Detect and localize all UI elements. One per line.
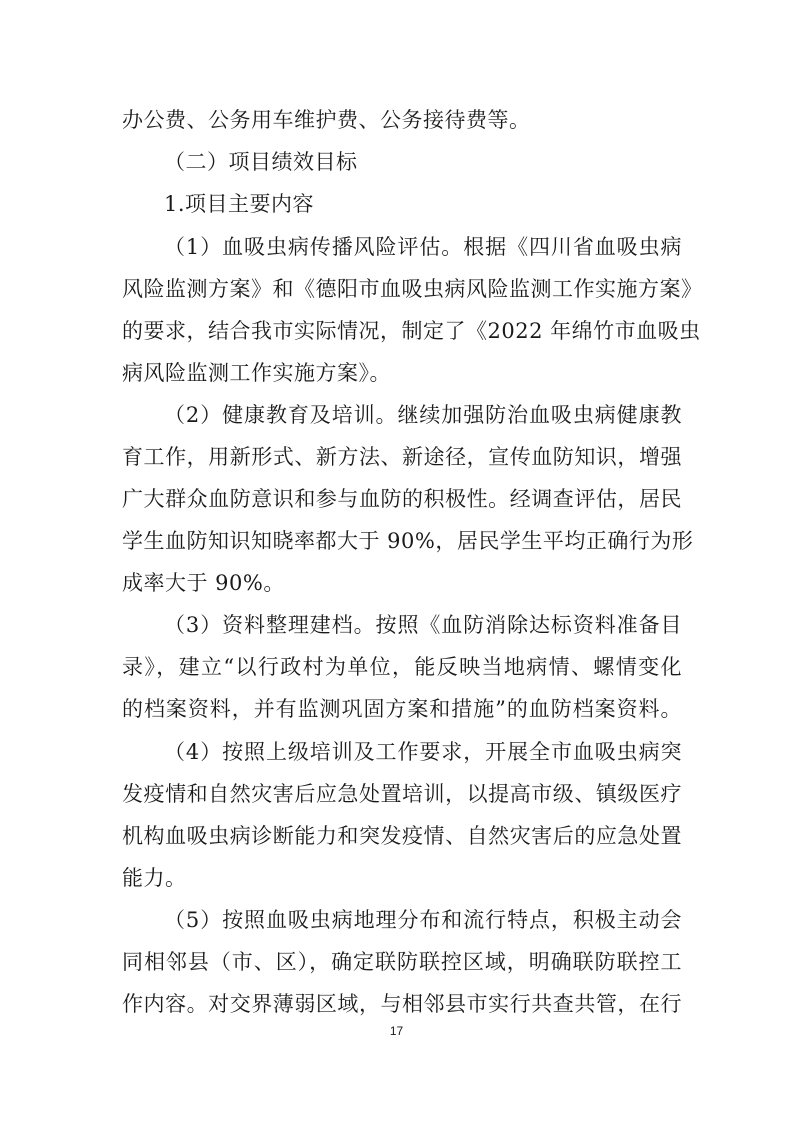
body-line: 风险监测方案》和《德阳市血吸虫病风险监测工作实施方案》 bbox=[122, 277, 703, 301]
body-line: 的档案资料，并有监测巩固方案和措施”的血防档案资料。 bbox=[122, 697, 682, 721]
body-line: 病风险监测工作实施方案》。 bbox=[122, 361, 391, 385]
body-line: 录》，建立“以行政村为单位，能反映当地病情、螺情变化 bbox=[122, 655, 682, 679]
body-line: 能力。 bbox=[122, 866, 187, 890]
body-line: （1）血吸虫病传播风险评估。根据《四川省血吸虫病 bbox=[164, 235, 682, 259]
body-line: 广大群众血防意识和参与血防的积极性。经调查评估，居民 bbox=[122, 487, 682, 511]
body-line: （4）按照上级培训及工作要求，开展全市血吸虫病突 bbox=[164, 740, 682, 764]
body-line: 作内容。对交界薄弱区域，与相邻县市实行共查共管，在行 bbox=[122, 992, 682, 1016]
body-line: （5）按照血吸虫病地理分布和流行特点，积极主动会 bbox=[164, 908, 682, 932]
body-line: 育工作，用新形式、新方法、新途径，宣传血防知识，增强 bbox=[122, 445, 682, 469]
body-line: 成率大于 90%。 bbox=[122, 571, 285, 595]
body-line: 同相邻县（市、区），确定联防联控区域，明确联防联控工 bbox=[122, 950, 682, 974]
page-number: 17 bbox=[389, 1024, 404, 1038]
body-line: （2）健康教育及培训。继续加强防治血吸虫病健康教 bbox=[164, 403, 682, 427]
section-heading: （二）项目绩效目标 bbox=[164, 150, 358, 174]
body-line: 发疫情和自然灾害后应急处置培训，以提高市级、镇级医疗 bbox=[122, 782, 682, 806]
subsection-heading: 1.项目主要内容 bbox=[164, 192, 315, 216]
body-line: 学生血防知识知晓率都大于 90%，居民学生平均正确行为形 bbox=[122, 529, 694, 553]
body-line: （3）资料整理建档。按照《血防消除达标资料准备目 bbox=[164, 613, 682, 637]
body-line: 的要求，结合我市实际情况，制定了《2022 年绵竹市血吸虫 bbox=[122, 319, 701, 343]
body-line: 机构血吸虫病诊断能力和突发疫情、自然灾害后的应急处置 bbox=[122, 824, 682, 848]
body-line: 办公费、公务用车维护费、公务接待费等。 bbox=[122, 108, 531, 132]
